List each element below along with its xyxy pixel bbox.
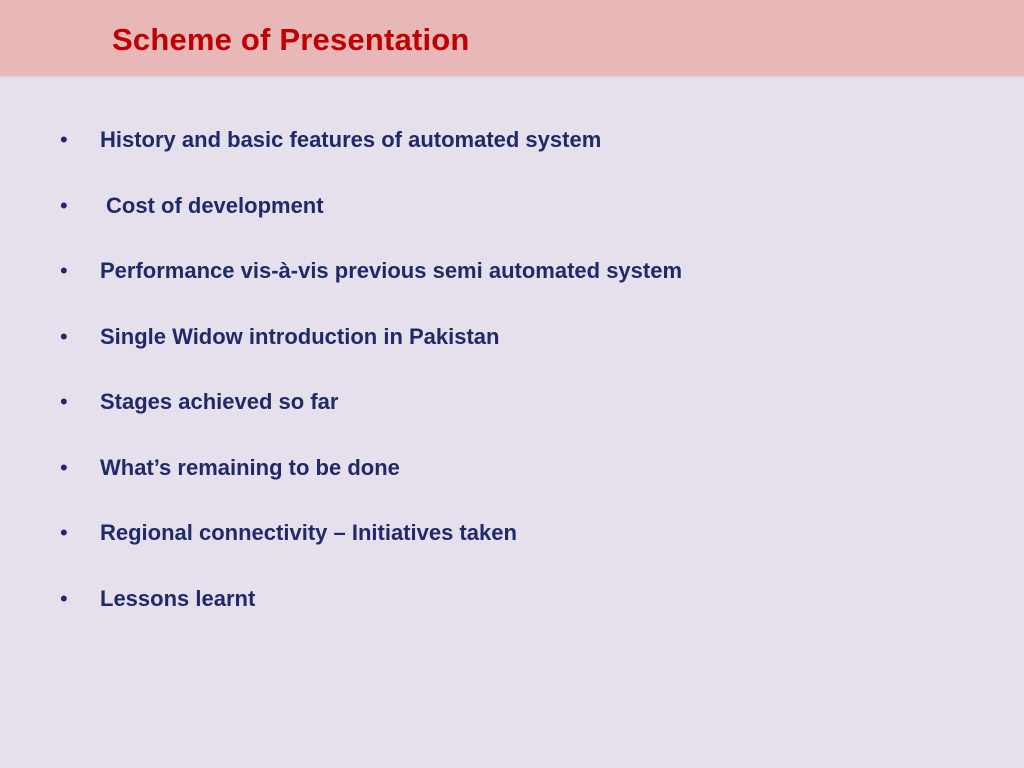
bullet-icon: • [60, 389, 68, 414]
slide-title: Scheme of Presentation [112, 22, 470, 57]
title-bar [0, 0, 1024, 76]
list-item [0, 190, 1024, 256]
bullet-list [0, 124, 1024, 648]
bullet-icon: • [60, 258, 68, 283]
bullet-text: Single Widow introduction in Pakistan [100, 323, 500, 349]
bullet-icon: • [60, 127, 68, 152]
list-item [0, 583, 1024, 649]
list-item [0, 124, 1024, 190]
bullet-text: Lessons learnt [100, 585, 256, 611]
bullet-text: Performance vis-à-vis previous semi automated system [100, 258, 683, 283]
bullet-text: History and basic features of automated system [100, 127, 602, 152]
list-item [0, 321, 1024, 387]
bullet-text: Stages achieved so far [100, 389, 339, 414]
bullet-icon: • [60, 323, 68, 349]
bullet-icon: • [60, 454, 68, 480]
bullet-icon: • [60, 520, 68, 545]
list-item [0, 255, 1024, 321]
list-item [0, 452, 1024, 518]
list-item [0, 386, 1024, 452]
list-item [0, 517, 1024, 583]
bullet-text: Regional connectivity – Initiatives taken [100, 520, 517, 545]
bullet-icon: • [60, 192, 68, 218]
bullet-text: What’s remaining to be done [100, 454, 400, 480]
bullet-text: Cost of development [106, 192, 324, 218]
bullet-icon: • [60, 585, 68, 611]
